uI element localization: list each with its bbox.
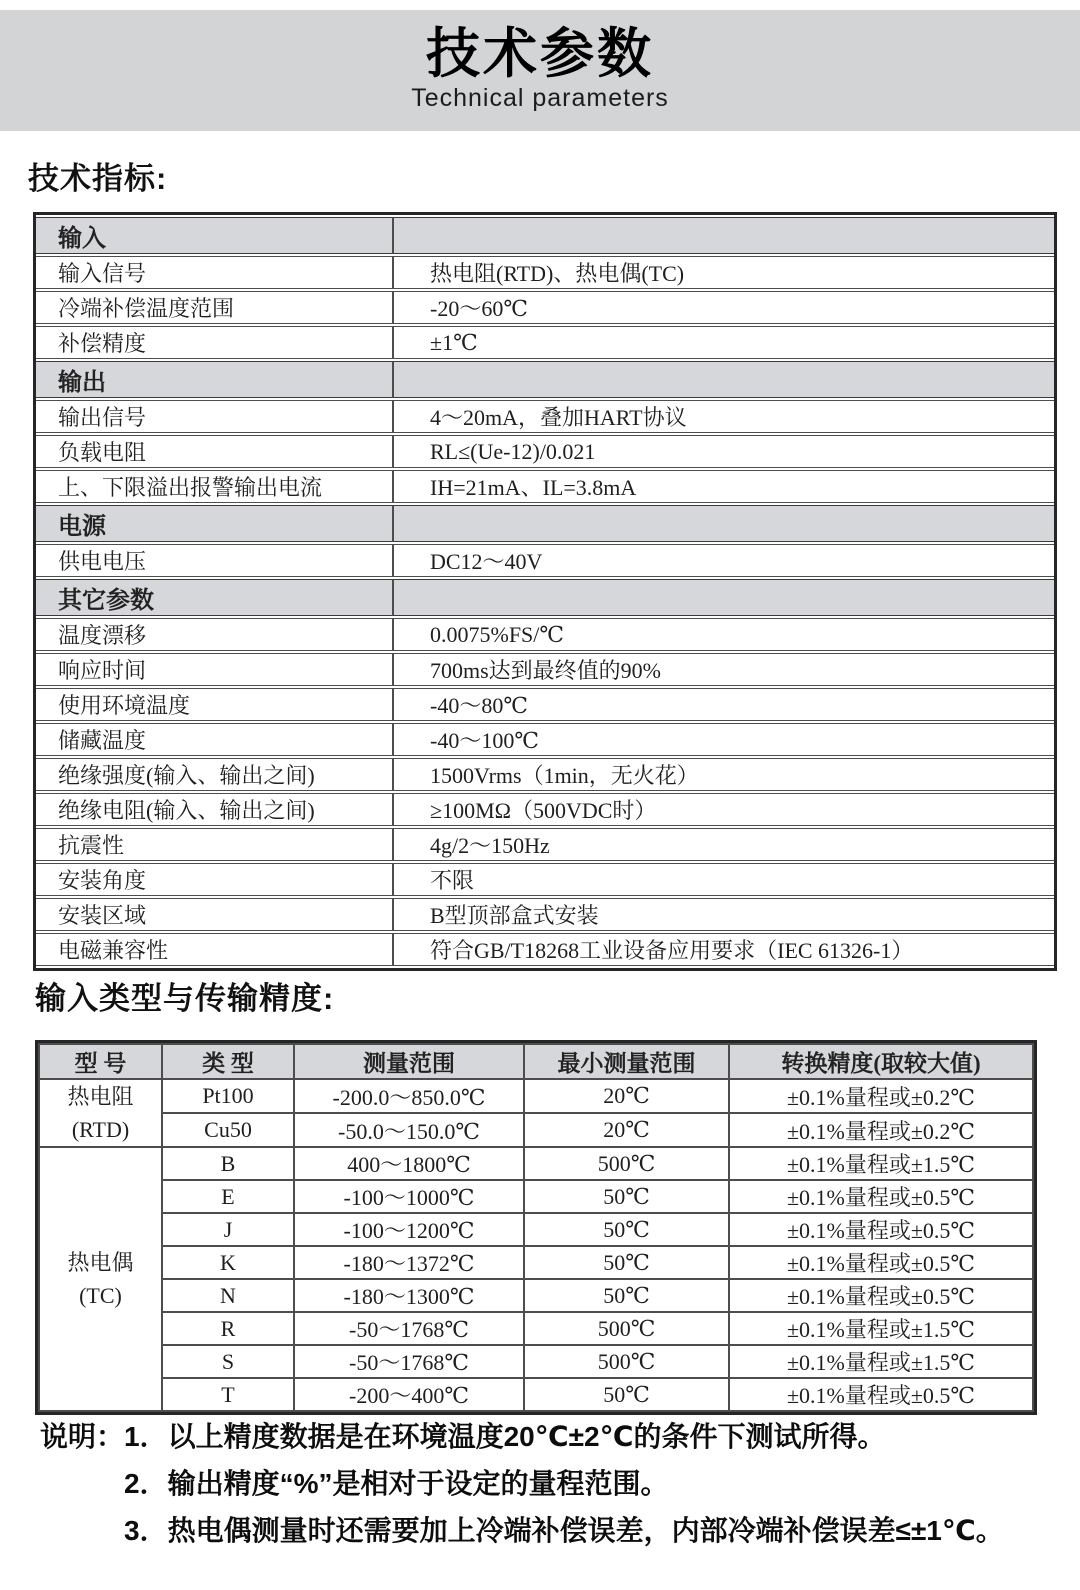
note-line: [40, 1467, 1050, 1501]
model-name: 热电偶: [67, 1250, 134, 1275]
accuracy-min-range-cell: 20℃: [524, 1113, 729, 1147]
specs-param-label: 电磁兼容性: [36, 933, 392, 966]
specs-section-label: 其它参数: [36, 579, 392, 616]
specs-row: [36, 758, 1054, 791]
page-title: 技术参数: [426, 24, 654, 84]
specs-table: [36, 215, 1054, 968]
specs-param-label: 绝缘强度(输入、输出之间): [36, 758, 392, 791]
specs-param-value: DC12～40V: [392, 544, 1054, 577]
specs-param-value: 0.0075%FS/℃: [392, 618, 1054, 651]
specs-param-label: 上、下限溢出报警输出电流: [36, 470, 392, 503]
accuracy-range-cell: -200.0～850.0℃: [294, 1079, 524, 1113]
accuracy-table-wrap: [35, 1040, 1037, 1415]
accuracy-range-cell: -50～1768℃: [294, 1345, 524, 1378]
accuracy-precision-cell: ±0.1%量程或±1.5℃: [729, 1312, 1033, 1345]
specs-section-row: [36, 505, 1054, 542]
accuracy-min-range-cell: 50℃: [524, 1213, 729, 1246]
accuracy-header-row: [39, 1044, 1033, 1079]
accuracy-min-range-cell: 50℃: [524, 1279, 729, 1312]
accuracy-range-cell: -100～1000℃: [294, 1180, 524, 1213]
accuracy-type-cell: Pt100: [162, 1079, 294, 1113]
specs-param-value: 4～20mA，叠加HART协议: [392, 400, 1054, 433]
accuracy-precision-cell: ±0.1%量程或±1.5℃: [729, 1345, 1033, 1378]
specs-param-label: 响应时间: [36, 653, 392, 686]
accuracy-table: [38, 1043, 1034, 1412]
specs-param-value: IH=21mA、IL=3.8mA: [392, 470, 1054, 503]
specs-param-value: -40～100℃: [392, 723, 1054, 756]
specs-row: [36, 828, 1054, 861]
accuracy-model-cell: [39, 1147, 162, 1411]
specs-row: [36, 470, 1054, 503]
specs-row: [36, 256, 1054, 289]
accuracy-min-range-cell: 500℃: [524, 1312, 729, 1345]
accuracy-range-cell: 400～1800℃: [294, 1147, 524, 1180]
accuracy-row: [39, 1345, 1033, 1378]
accuracy-table-head: [39, 1044, 1033, 1079]
accuracy-type-cell: K: [162, 1246, 294, 1279]
model-note: (RTD): [71, 1117, 130, 1142]
specs-param-label: 抗震性: [36, 828, 392, 861]
accuracy-range-cell: -200～400℃: [294, 1378, 524, 1411]
accuracy-min-range-cell: 50℃: [524, 1180, 729, 1213]
accuracy-range-cell: -50.0～150.0℃: [294, 1113, 524, 1147]
specs-row: [36, 326, 1054, 359]
specs-row: [36, 933, 1054, 966]
accuracy-section-heading: 输入类型与传输精度:: [35, 981, 335, 1016]
specs-param-value: RL≤(Ue-12)/0.021: [392, 435, 1054, 468]
specs-param-label: 安装角度: [36, 863, 392, 896]
accuracy-type-cell: S: [162, 1345, 294, 1378]
specs-row: [36, 291, 1054, 324]
specs-param-value: 1500Vrms（1min，无火花）: [392, 758, 1054, 791]
accuracy-row: [39, 1180, 1033, 1213]
accuracy-min-range-cell: 20℃: [524, 1079, 729, 1113]
specs-table-body: [36, 217, 1054, 966]
specs-param-label: 补偿精度: [36, 326, 392, 359]
specs-param-label: 绝缘电阻(输入、输出之间): [36, 793, 392, 826]
specs-param-label: 温度漂移: [36, 618, 392, 651]
accuracy-type-cell: R: [162, 1312, 294, 1345]
page-subtitle: Technical parameters: [411, 84, 669, 112]
specs-row: [36, 793, 1054, 826]
specs-row: [36, 400, 1054, 433]
specs-section-spacer: [392, 505, 1054, 542]
accuracy-row: [39, 1246, 1033, 1279]
accuracy-precision-cell: ±0.1%量程或±0.5℃: [729, 1213, 1033, 1246]
accuracy-type-cell: N: [162, 1279, 294, 1312]
accuracy-precision-cell: ±0.1%量程或±0.5℃: [729, 1279, 1033, 1312]
note-text: 2．输出精度“%”是相对于设定的量程范围。: [124, 1468, 669, 1499]
specs-row: [36, 898, 1054, 931]
specs-param-value: ±1℃: [392, 326, 1054, 359]
specs-param-label: 负载电阻: [36, 435, 392, 468]
specs-section-label: 输入: [36, 217, 392, 254]
specs-section-spacer: [392, 361, 1054, 398]
accuracy-type-cell: E: [162, 1180, 294, 1213]
note-line: [40, 1420, 1050, 1454]
specs-section-spacer: [392, 217, 1054, 254]
accuracy-col-header: 型 号: [39, 1044, 162, 1079]
accuracy-model-cell: [39, 1079, 162, 1147]
specs-param-value: 热电阻(RTD)、热电偶(TC): [392, 256, 1054, 289]
accuracy-row: [39, 1113, 1033, 1147]
specs-section-heading: 技术指标:: [28, 161, 168, 196]
specs-param-value: 4g/2～150Hz: [392, 828, 1054, 861]
specs-param-label: 冷端补偿温度范围: [36, 291, 392, 324]
specs-section-label: 输出: [36, 361, 392, 398]
specs-section-row: [36, 361, 1054, 398]
specs-row: [36, 618, 1054, 651]
specs-param-label: 输入信号: [36, 256, 392, 289]
specs-param-value: 符合GB/T18268工业设备应用要求（IEC 61326-1）: [392, 933, 1054, 966]
accuracy-col-header: 转换精度(取较大值): [729, 1044, 1033, 1079]
accuracy-min-range-cell: 500℃: [524, 1147, 729, 1180]
model-name: 热电阻: [67, 1084, 134, 1109]
accuracy-row: [39, 1378, 1033, 1411]
accuracy-type-cell: J: [162, 1213, 294, 1246]
notes-label: 说明：: [40, 1421, 125, 1452]
specs-row: [36, 653, 1054, 686]
specs-section-row: [36, 217, 1054, 254]
note-line: [40, 1514, 1050, 1548]
accuracy-row: [39, 1147, 1033, 1180]
specs-row: [36, 435, 1054, 468]
specs-param-value: -20～60℃: [392, 291, 1054, 324]
accuracy-range-cell: -50～1768℃: [294, 1312, 524, 1345]
specs-param-value: -40～80℃: [392, 688, 1054, 721]
note-text: 1．以上精度数据是在环境温度20℃±2℃的条件下测试所得。: [124, 1421, 886, 1452]
specs-section-row: [36, 579, 1054, 616]
accuracy-range-cell: -100～1200℃: [294, 1213, 524, 1246]
accuracy-type-cell: T: [162, 1378, 294, 1411]
accuracy-min-range-cell: 50℃: [524, 1246, 729, 1279]
specs-param-value: 700ms达到最终值的90%: [392, 653, 1054, 686]
specs-param-label: 输出信号: [36, 400, 392, 433]
specs-row: [36, 723, 1054, 756]
accuracy-table-body: [39, 1079, 1033, 1411]
accuracy-row: [39, 1279, 1033, 1312]
accuracy-precision-cell: ±0.1%量程或±0.5℃: [729, 1180, 1033, 1213]
accuracy-row: [39, 1312, 1033, 1345]
accuracy-range-cell: -180～1300℃: [294, 1279, 524, 1312]
specs-section-spacer: [392, 579, 1054, 616]
specs-param-value: B型顶部盒式安装: [392, 898, 1054, 931]
accuracy-type-cell: Cu50: [162, 1113, 294, 1147]
specs-param-value: 不限: [392, 863, 1054, 896]
accuracy-col-header: 类 型: [162, 1044, 294, 1079]
specs-param-label: 使用环境温度: [36, 688, 392, 721]
specs-row: [36, 544, 1054, 577]
accuracy-type-cell: B: [162, 1147, 294, 1180]
accuracy-precision-cell: ±0.1%量程或±0.5℃: [729, 1378, 1033, 1411]
specs-param-label: 供电电压: [36, 544, 392, 577]
specs-section-label: 电源: [36, 505, 392, 542]
accuracy-min-range-cell: 500℃: [524, 1345, 729, 1378]
specs-table-wrap: [33, 212, 1057, 971]
accuracy-row: [39, 1079, 1033, 1113]
accuracy-precision-cell: ±0.1%量程或±0.5℃: [729, 1246, 1033, 1279]
notes-block: [40, 1420, 1050, 1561]
specs-param-value: ≥100MΩ（500VDC时）: [392, 793, 1054, 826]
accuracy-col-header: 测量范围: [294, 1044, 524, 1079]
specs-param-label: 储藏温度: [36, 723, 392, 756]
accuracy-range-cell: -180～1372℃: [294, 1246, 524, 1279]
accuracy-min-range-cell: 50℃: [524, 1378, 729, 1411]
specs-row: [36, 863, 1054, 896]
model-note: (TC): [79, 1283, 122, 1308]
page-header-banner: [0, 10, 1080, 131]
accuracy-precision-cell: ±0.1%量程或±1.5℃: [729, 1147, 1033, 1180]
specs-row: [36, 688, 1054, 721]
accuracy-row: [39, 1213, 1033, 1246]
specs-param-label: 安装区域: [36, 898, 392, 931]
accuracy-col-header: 最小测量范围: [524, 1044, 729, 1079]
accuracy-precision-cell: ±0.1%量程或±0.2℃: [729, 1113, 1033, 1147]
accuracy-precision-cell: ±0.1%量程或±0.2℃: [729, 1079, 1033, 1113]
note-text: 3．热电偶测量时还需要加上冷端补偿误差，内部冷端补偿误差≤±1℃。: [124, 1515, 1004, 1546]
